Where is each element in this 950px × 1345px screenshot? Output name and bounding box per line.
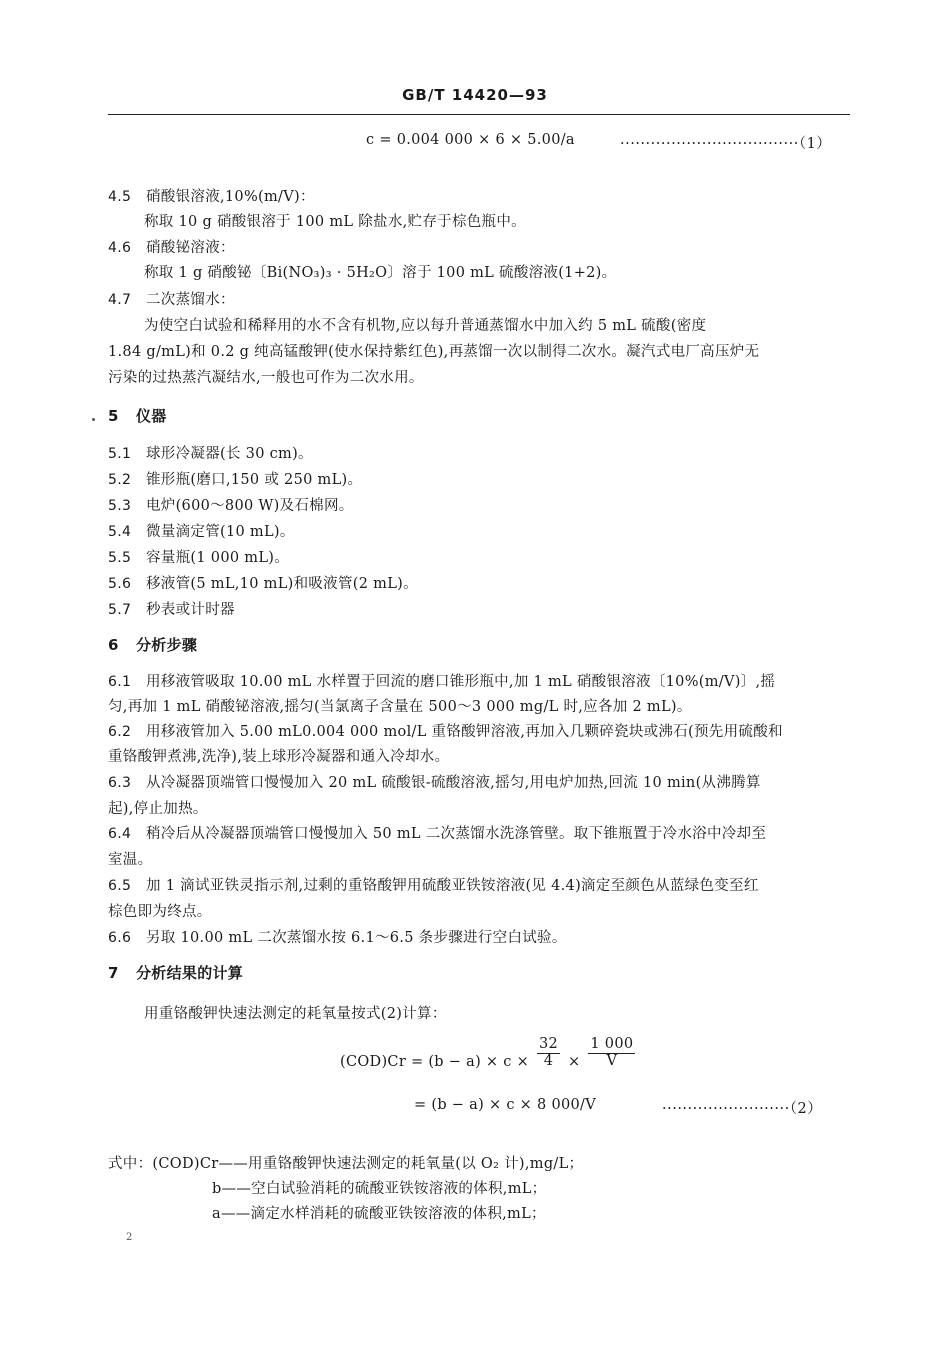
definition-line: a——滴定水样消耗的硫酸亚铁铵溶液的体积,mL；: [212, 1206, 546, 1222]
formula-2-line-1: [340, 1035, 638, 1070]
formula-2-line-2: = (b − a) × c × 8 000/V: [414, 1097, 596, 1113]
fraction-denominator: V: [606, 1052, 618, 1069]
section-5-heading: [108, 405, 167, 426]
scan-speck: [92, 418, 95, 421]
item-num: 5.6: [108, 576, 132, 592]
formula-2-times: ×: [567, 1054, 581, 1070]
item-text: 移液管(5 mL,10 mL)和吸液管(2 mL)。: [146, 576, 418, 592]
fraction-numerator: 32: [539, 1035, 559, 1052]
clause-4-7-num: 4.7: [108, 292, 132, 308]
section-6-num: 6: [108, 636, 119, 654]
section-5-num: 5: [108, 407, 119, 425]
step-line: 棕色即为终点。: [108, 904, 212, 920]
item-num: 5.1: [108, 446, 132, 462]
step-text: 用移液管吸取 10.00 mL 水样置于回流的磨口锥形瓶中,加 1 mL 硝酸银溶液〔10%(m/V)〕,摇: [146, 674, 776, 690]
list-item: [108, 598, 235, 619]
definition-line: b——空白试验消耗的硫酸亚铁铵溶液的体积,mL；: [212, 1181, 547, 1197]
item-text: 锥形瓶(磨口,150 或 250 mL)。: [146, 472, 363, 488]
step-line: [108, 926, 567, 947]
section-7-num: 7: [108, 964, 119, 982]
header-rule: [108, 114, 850, 115]
definition-line: (COD)Cr——用重铬酸钾快速法测定的耗氧量(以 O₂ 计),mg/L；: [152, 1156, 584, 1172]
page-header: GB/T 14420—93: [402, 86, 548, 104]
step-line: 起),停止加热。: [108, 801, 208, 817]
clause-4-5-title-text: 硝酸银溶液,10%(m/V)：: [146, 189, 315, 205]
list-item: [108, 468, 362, 489]
where-block: [108, 1152, 583, 1173]
clause-4-7-line: 1.84 g/mL)和 0.2 g 纯高锰酸钾(使水保持紫红色),再蒸馏一次以制得二次水。凝汽式电厂高压炉无: [108, 344, 760, 360]
item-num: 5.2: [108, 472, 132, 488]
formula-2-leader: [662, 1097, 822, 1118]
step-line: 室温。: [108, 852, 153, 868]
step-line: [108, 771, 761, 792]
section-6-heading: [108, 634, 197, 655]
step-line: [108, 822, 766, 843]
list-item: [108, 442, 313, 463]
fraction-32-4: [537, 1037, 560, 1070]
step-text: 从冷凝器顶端管口慢慢加入 20 mL 硫酸银-硫酸溶液,摇匀,用电炉加热,回流 10 min(从沸腾算: [146, 775, 761, 791]
step-text: 用移液管加入 5.00 mL0.004 000 mol/L 重铬酸钾溶液,再加入几颗碎瓷块或沸石(预先用硫酸和: [146, 724, 783, 740]
clause-4-7-title: [108, 288, 235, 309]
step-num: 6.4: [108, 826, 132, 842]
formula-1-dots: ···································: [620, 136, 799, 152]
list-item: [108, 546, 289, 567]
item-num: 5.5: [108, 550, 132, 566]
clause-4-5-num: 4.5: [108, 189, 132, 205]
item-num: 5.4: [108, 524, 132, 540]
section-7-title: 分析结果的计算: [136, 964, 244, 982]
step-text: 加 1 滴试亚铁灵指示剂,过剩的重铬酸钾用硫酸亚铁铵溶液(见 4.4)滴定至颜色从蓝绿色变至红: [146, 878, 759, 894]
where-label: 式中：: [108, 1156, 153, 1172]
section-7-heading: [108, 962, 243, 983]
clause-4-7-title-text: 二次蒸馏水：: [146, 292, 235, 308]
formula-2-lhs: (COD)Cr = (b − a) × c ×: [340, 1054, 530, 1070]
section-6-title: 分析步骤: [136, 636, 198, 654]
item-num: 5.7: [108, 602, 132, 618]
fraction-numerator: 1 000: [590, 1035, 634, 1052]
formula-2-number: （2）: [789, 1101, 823, 1117]
list-item: [108, 494, 354, 515]
step-line: [108, 874, 759, 895]
formula-2-dots: ·························: [662, 1101, 790, 1117]
list-item: [108, 520, 295, 541]
step-line: 重铬酸钾煮沸,洗净),装上球形冷凝器和通入冷却水。: [108, 749, 450, 765]
clause-4-5-body: 称取 10 g 硝酸银溶于 100 mL 除盐水,贮存于棕色瓶中。: [144, 214, 526, 230]
list-item: [108, 572, 418, 593]
step-num: 6.2: [108, 724, 132, 740]
step-num: 6.3: [108, 775, 132, 791]
page-number: 2: [126, 1232, 133, 1243]
formula-1-number: （1）: [798, 136, 832, 152]
step-num: 6.6: [108, 930, 132, 946]
clause-4-6-title: [108, 236, 235, 257]
clause-4-7-line: 为使空白试验和稀释用的水不含有机物,应以每升普通蒸馏水中加入约 5 mL 硫酸(密度: [144, 318, 707, 334]
step-line: [108, 670, 775, 691]
clause-4-5-title: [108, 185, 315, 206]
item-text: 秒表或计时器: [146, 602, 235, 618]
step-line: [108, 720, 783, 741]
item-num: 5.3: [108, 498, 132, 514]
fraction-denominator: 4: [543, 1052, 554, 1069]
section-7-intro: 用重铬酸钾快速法测定的耗氧量按式(2)计算：: [144, 1006, 447, 1022]
clause-4-6-title-text: 硝酸铋溶液：: [146, 240, 235, 256]
fraction-1000-v: [588, 1037, 635, 1070]
formula-1-leader: [620, 132, 831, 153]
item-text: 容量瓶(1 000 mL)。: [146, 550, 290, 566]
formula-1-text: c = 0.004 000 × 6 × 5.00/a: [366, 132, 575, 148]
item-text: 球形冷凝器(长 30 cm)。: [146, 446, 313, 462]
section-5-title: 仪器: [136, 407, 167, 425]
clause-4-6-num: 4.6: [108, 240, 132, 256]
step-text: 另取 10.00 mL 二次蒸馏水按 6.1～6.5 条步骤进行空白试验。: [146, 930, 567, 946]
item-text: 微量滴定管(10 mL)。: [146, 524, 295, 540]
step-line: 匀,再加 1 mL 硝酸铋溶液,摇匀(当氯离子含量在 500～3 000 mg/L 时,应各加 2 mL)。: [108, 699, 692, 715]
clause-4-7-line: 污染的过热蒸汽凝结水,一般也可作为二次水用。: [108, 370, 424, 386]
formula-1: [366, 132, 575, 148]
step-num: 6.5: [108, 878, 132, 894]
step-num: 6.1: [108, 674, 132, 690]
item-text: 电炉(600～800 W)及石棉网。: [146, 498, 354, 514]
clause-4-6-body: 称取 1 g 硝酸铋〔Bi(NO₃)₃ · 5H₂O〕溶于 100 mL 硫酸溶液(1+2)。: [144, 265, 617, 281]
step-text: 稍冷后从冷凝器顶端管口慢慢加入 50 mL 二次蒸馏水洗涤管壁。取下锥瓶置于冷水浴中冷却至: [146, 826, 767, 842]
